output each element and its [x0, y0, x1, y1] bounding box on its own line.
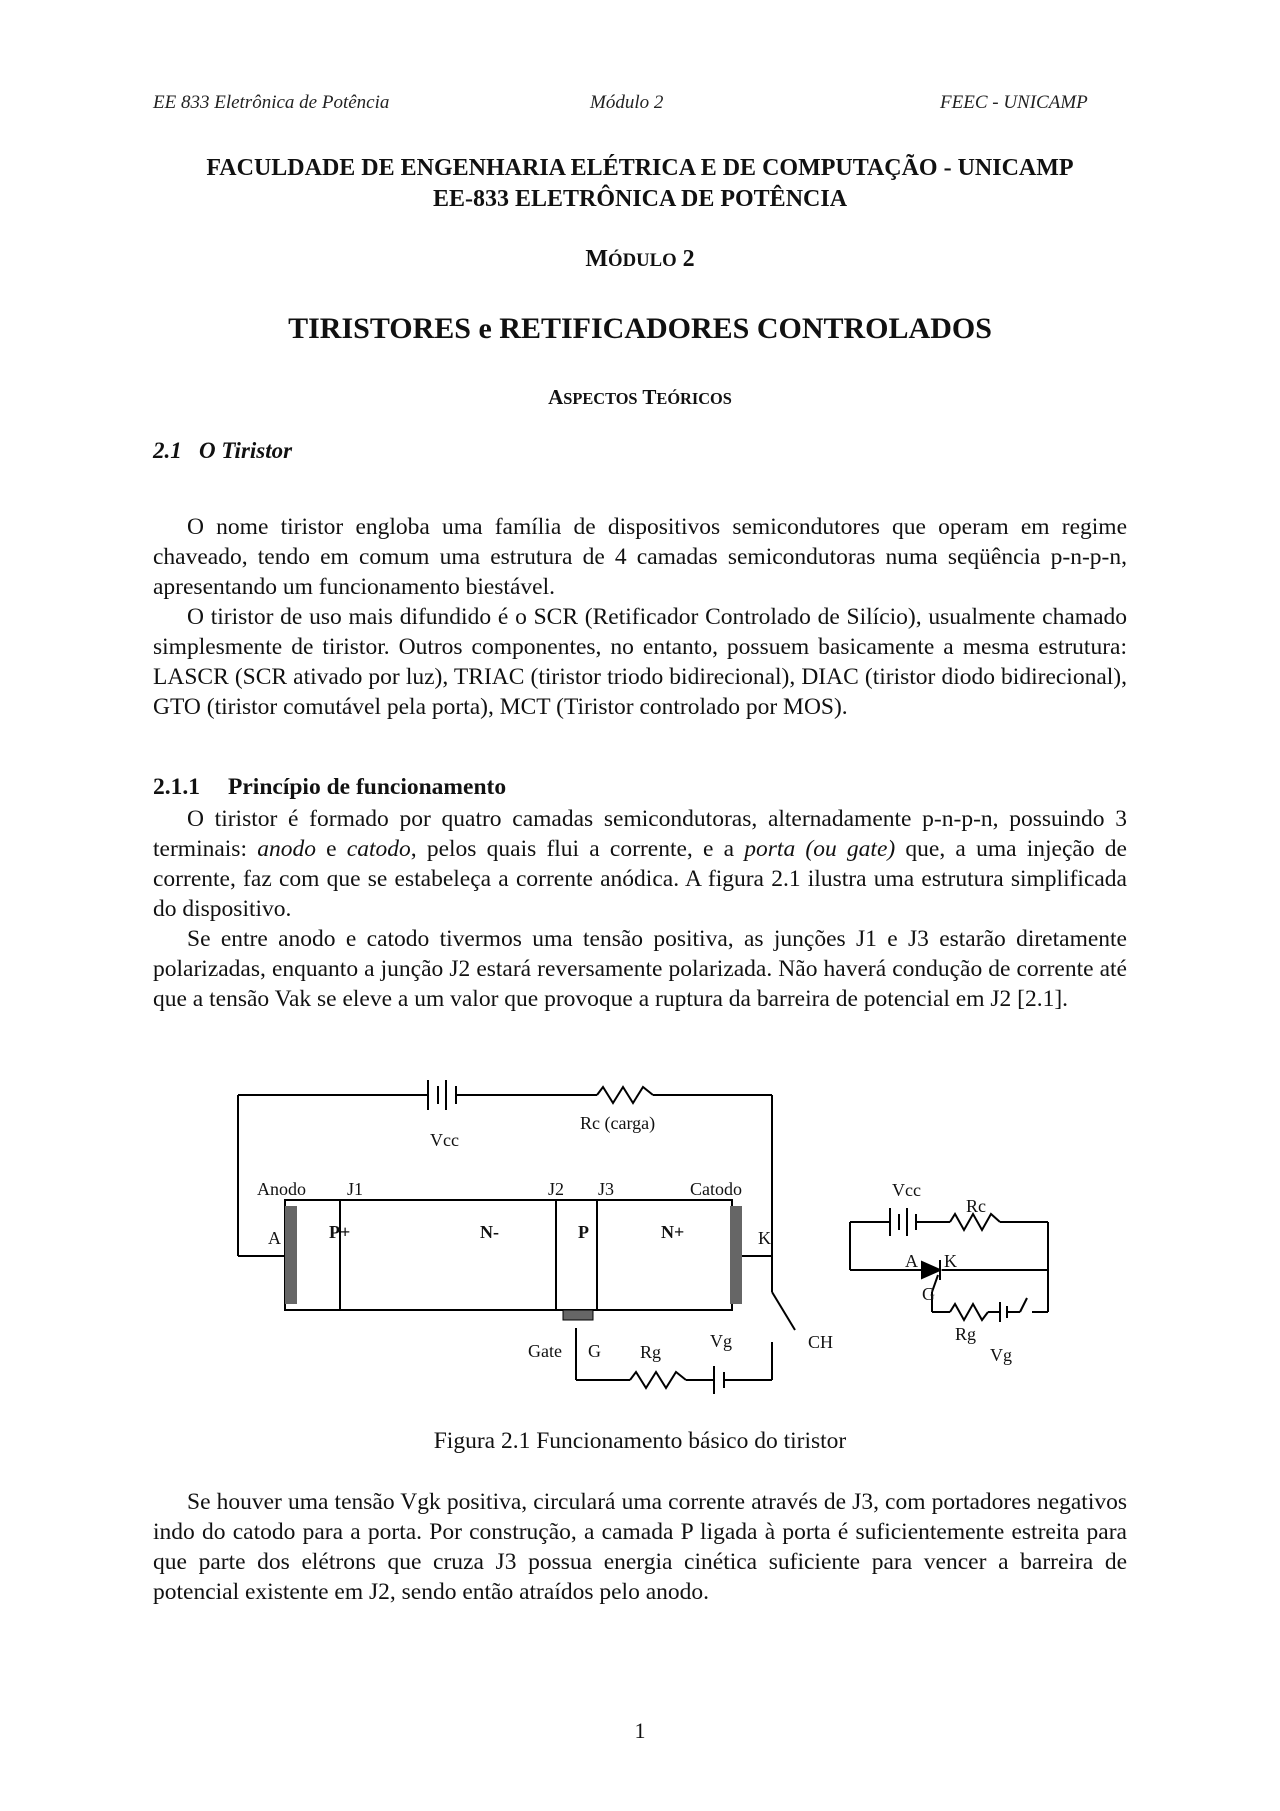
header-institution: FEEC - UNICAMP — [940, 92, 1088, 113]
k-terminal-label: K — [758, 1228, 771, 1248]
rc-label: Rc (carga) — [580, 1113, 656, 1133]
ch-label: CH — [808, 1332, 834, 1352]
paragraph: O nome tiristor engloba uma família de dispositivos semicondutores que operam em regime chaveado, tendo em comum uma estrutura de 4 camadas semicondutoras numa seqüência p-n-p-n, apresentando um funcionamento biestável. — [153, 514, 1127, 600]
header-course: EE 833 Eletrônica de Potência — [153, 92, 390, 113]
subsection-heading: 2.1.1 Princípio de funcionamento — [153, 774, 507, 800]
section-heading: 2.1 O Tiristor — [153, 438, 293, 463]
thyristor-figure — [0, 1065, 1280, 1405]
header-module: Módulo 2 — [590, 92, 664, 113]
principle-text — [153, 804, 1127, 1014]
anodo-label: Anodo — [257, 1179, 306, 1199]
j1-label: J1 — [347, 1179, 364, 1199]
figure-caption: Figura 2.1 Funcionamento básico do tiristor — [433, 1428, 847, 1454]
schematic-rc-label: Rc — [966, 1196, 986, 1216]
vcc-label: Vcc — [430, 1130, 459, 1150]
course-title: EE-833 ELETRÔNICA DE POTÊNCIA — [432, 186, 848, 212]
paragraph: O tiristor de uso mais difundido é o SCR (Retificador Controlado de Silício), usualmente chamado simplesmente de tiristor. Outros componentes, no entanto, possuem basicamente a mesma estrutura: LASCR (SCR ativado por luz), TRIAC (tiristor triodo bidirecional), DIAC (tiristor diodo bidirecional), GTO (tiristor comutável pela porta), MCT (Tiristor controlado por MOS). — [153, 604, 1127, 720]
intro-text — [153, 512, 1127, 722]
p-plus-label: P+ — [329, 1222, 351, 1242]
j3-label: J3 — [598, 1179, 615, 1199]
page-number: 1 — [634, 1718, 646, 1743]
aspects-heading: ASPECTOS TEÓRICOS — [548, 385, 732, 409]
gate-label: Gate — [528, 1341, 562, 1361]
schematic-vcc-label: Vcc — [892, 1180, 921, 1200]
paragraph: Se houver uma tensão Vgk positiva, circulará uma corrente através de J3, com portadores negativos indo do catodo para a porta. Por construção, a camada P ligada à porta é suficientemente estreita para que parte dos elétrons que cruza J3 possua energia cinética suficiente para vencer a barreira de potencial existente em J2, sendo então atraídos pelo anodo. — [153, 1489, 1127, 1605]
schematic-rg-label: Rg — [955, 1324, 977, 1344]
g-terminal-label: G — [588, 1341, 601, 1361]
vgk-text — [153, 1487, 1127, 1607]
schematic-k-label: K — [944, 1251, 957, 1271]
module-title: MÓDULO 2 — [585, 246, 695, 272]
catodo-label: Catodo — [690, 1179, 742, 1199]
faculty-title: FACULDADE DE ENGENHARIA ELÉTRICA E DE COMPUTAÇÃO - UNICAMP — [206, 155, 1074, 181]
p-label: P — [578, 1222, 589, 1242]
schematic-g-label: G — [922, 1284, 935, 1304]
schematic-vg-label: Vg — [990, 1345, 1012, 1365]
main-title: TIRISTORES e RETIFICADORES CONTROLADOS — [288, 312, 992, 345]
vg-label: Vg — [710, 1331, 732, 1351]
j2-label: J2 — [548, 1179, 565, 1199]
cathode-electrode — [730, 1206, 742, 1304]
rg-label: Rg — [640, 1342, 662, 1362]
gate-electrode — [563, 1310, 593, 1320]
paragraph: O tiristor é formado por quatro camadas semicondutoras, alternadamente p-n-p-n, possuindo 3 terminais: anodo e catodo, pelos quais flui a corrente, e a porta (ou gate) que, a uma injeção de corrente, faz com que se estabeleça a corrente anódica. A figura 2.1 ilustra uma estrutura simplificada do dispositivo. — [153, 806, 1127, 922]
paragraph: Se entre anodo e catodo tivermos uma tensão positiva, as junções J1 e J3 estarão diretamente polarizadas, enquanto a junção J2 estará reversamente polarizada. Não haverá condução de corrente até que a tensão Vak se eleve a um valor que provoque a ruptura da barreira de potencial em J2 [2.1]. — [153, 926, 1127, 1012]
anode-electrode — [285, 1206, 297, 1304]
schematic-a-label: A — [905, 1251, 918, 1271]
a-terminal-label: A — [268, 1228, 281, 1248]
n-minus-label: N- — [480, 1222, 499, 1242]
n-plus-label: N+ — [661, 1222, 685, 1242]
